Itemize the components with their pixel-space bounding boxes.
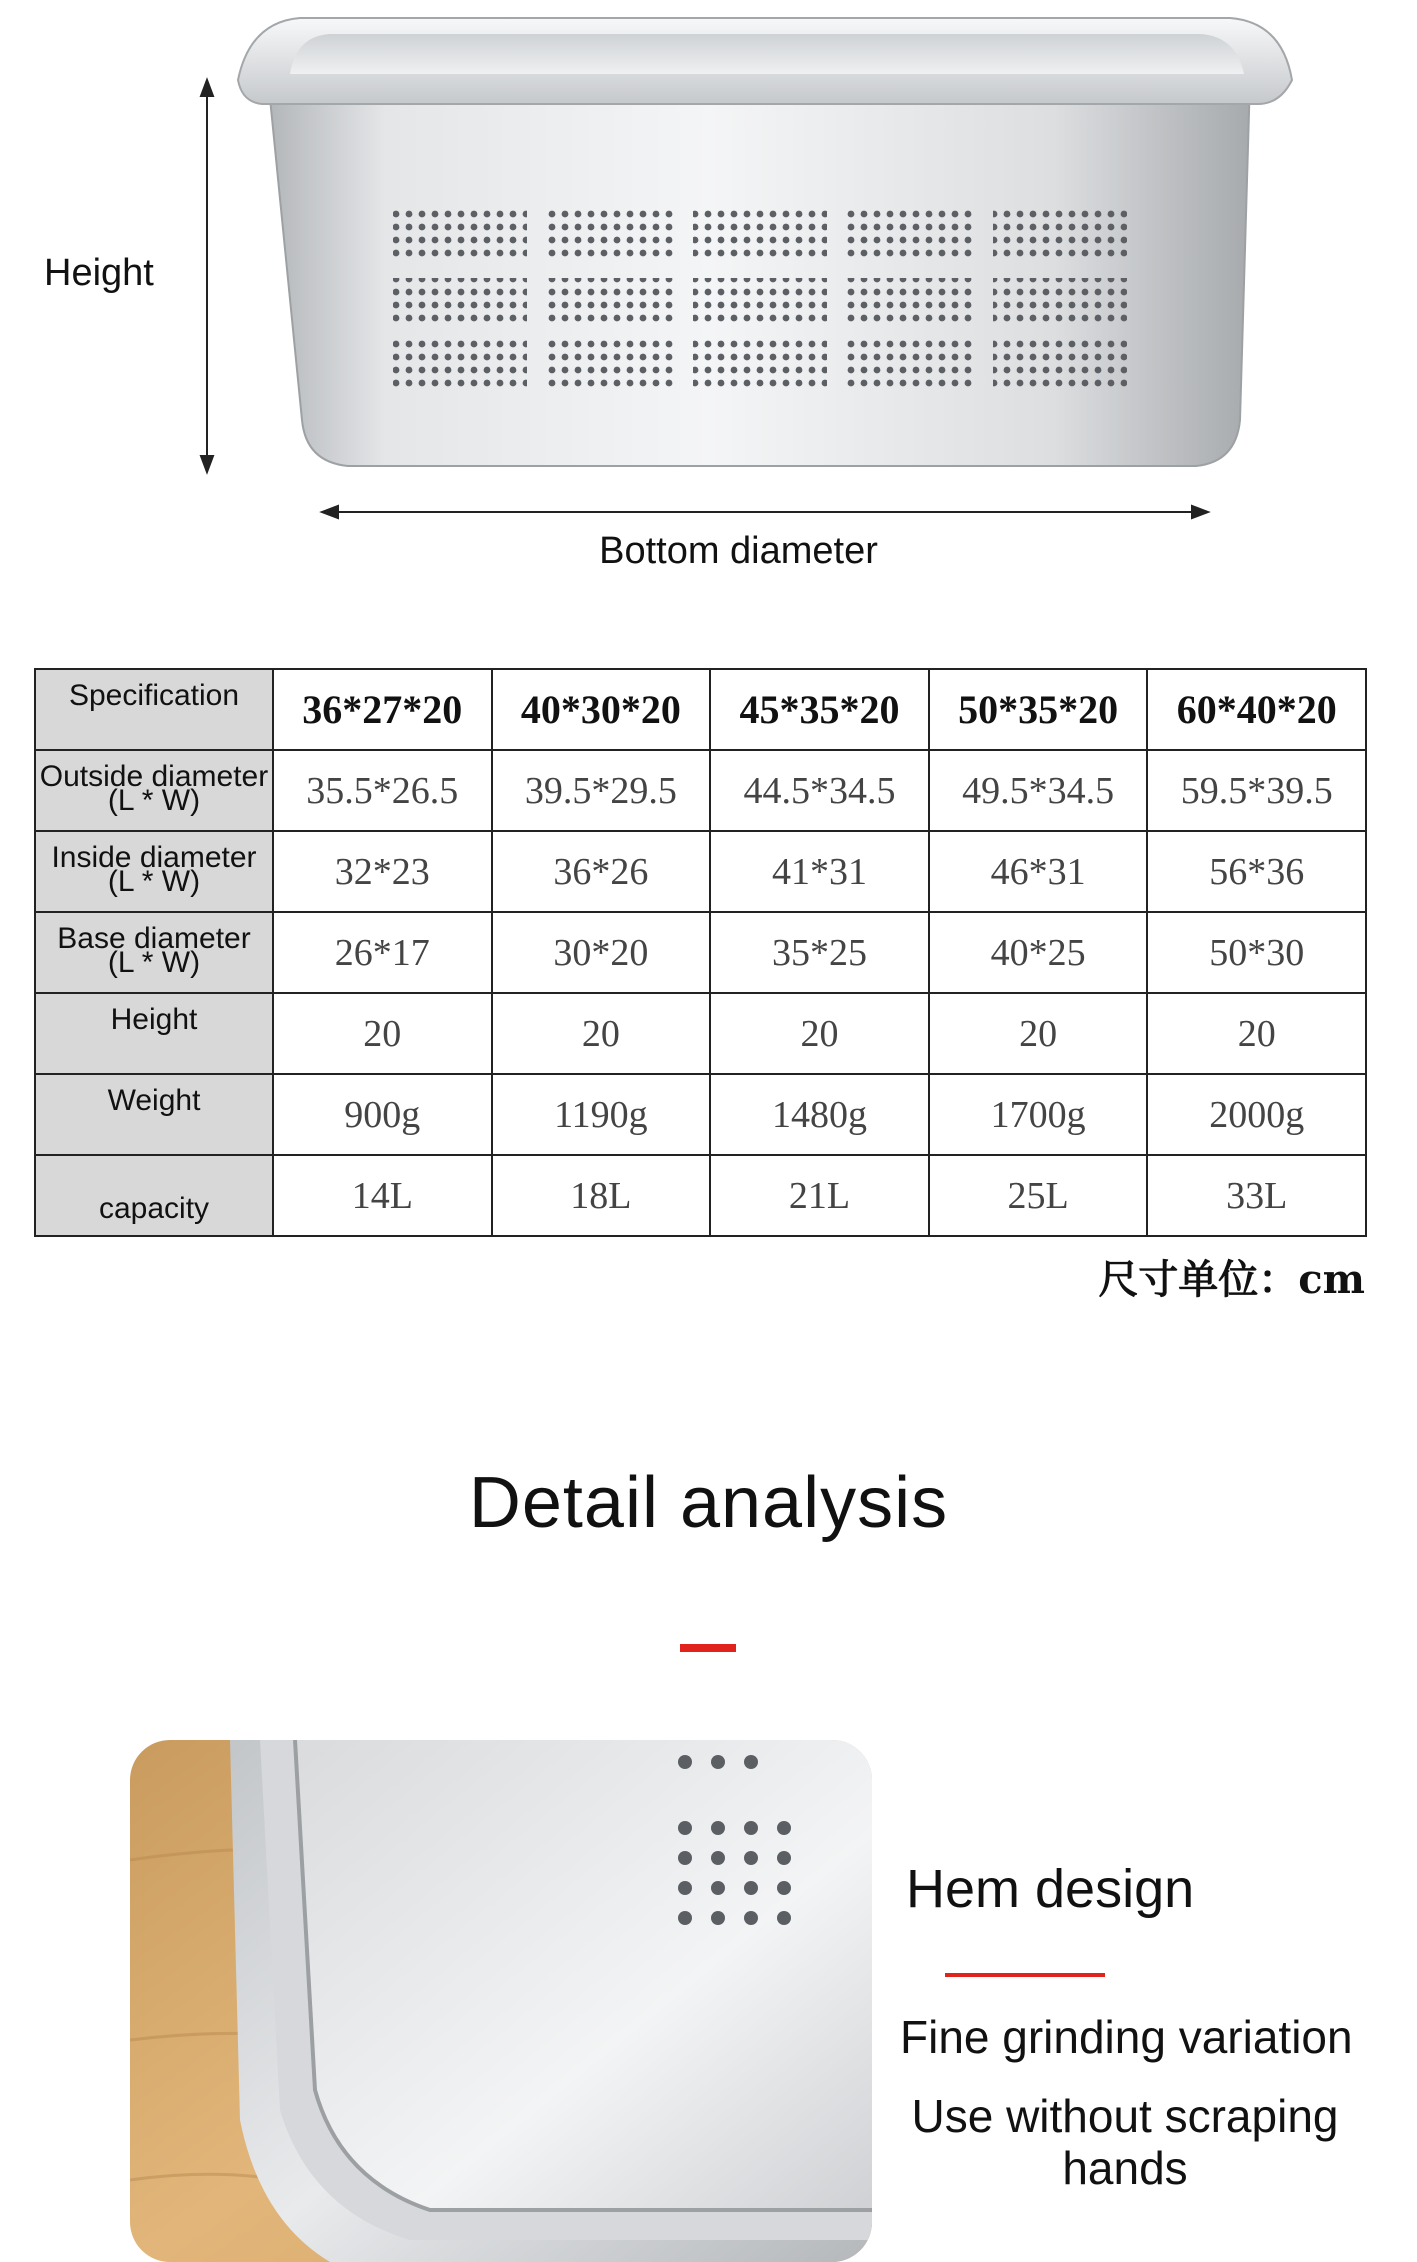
spec-size-header: 60*40*20: [1147, 669, 1366, 750]
feature-text-no-scrape: Use without scraping hands: [911, 2090, 1339, 2194]
spec-size-header: 45*35*20: [710, 669, 929, 750]
table-cell: 25L: [929, 1155, 1148, 1236]
table-cell: 20: [929, 993, 1148, 1074]
table-cell: 39.5*29.5: [492, 750, 711, 831]
title-accent-bar: [680, 1644, 736, 1652]
row-label: Height: [35, 993, 273, 1074]
row-label: Base diameter (L * W): [35, 912, 273, 993]
table-cell: 35*25: [710, 912, 929, 993]
spec-size-header: 50*35*20: [929, 669, 1148, 750]
hem-closeup-photo: [130, 1740, 872, 2262]
table-row: [35, 1074, 1366, 1155]
height-dimension-label: Height: [44, 252, 154, 294]
table-cell: 59.5*39.5: [1147, 750, 1366, 831]
table-cell: 21L: [710, 1155, 929, 1236]
row-label: Weight: [35, 1074, 273, 1155]
table-cell: 40*25: [929, 912, 1148, 993]
specification-table: [34, 668, 1367, 1237]
table-cell: 46*31: [929, 831, 1148, 912]
table-cell: 2000g: [1147, 1074, 1366, 1155]
table-row: [35, 993, 1366, 1074]
table-header-label: Specification: [35, 669, 273, 750]
table-row: [35, 750, 1366, 831]
bottom-diameter-label: Bottom diameter: [599, 530, 878, 572]
table-row: [35, 912, 1366, 993]
table-cell: 900g: [273, 1074, 492, 1155]
hem-accent-line: [945, 1973, 1105, 1977]
table-cell: 1700g: [929, 1074, 1148, 1155]
product-basin-illustration: [0, 0, 1417, 600]
table-cell: 26*17: [273, 912, 492, 993]
table-cell: 56*36: [1147, 831, 1366, 912]
table-cell: 35.5*26.5: [273, 750, 492, 831]
table-row: [35, 831, 1366, 912]
table-cell: 18L: [492, 1155, 711, 1236]
table-cell: 20: [492, 993, 711, 1074]
section-title: Detail analysis: [468, 1463, 949, 1543]
row-label: capacity: [35, 1155, 273, 1236]
table-cell: 1480g: [710, 1074, 929, 1155]
table-cell: 20: [273, 993, 492, 1074]
table-cell: 49.5*34.5: [929, 750, 1148, 831]
table-header-row: [35, 669, 1366, 750]
hem-design-title: Hem design: [906, 1859, 1195, 1919]
table-cell: 33L: [1147, 1155, 1366, 1236]
table-cell: 44.5*34.5: [710, 750, 929, 831]
table-cell: 20: [710, 993, 929, 1074]
table-cell: 36*26: [492, 831, 711, 912]
perforation-holes: [393, 210, 1127, 390]
table-cell: 30*20: [492, 912, 711, 993]
spec-size-header: 36*27*20: [273, 669, 492, 750]
table-cell: 50*30: [1147, 912, 1366, 993]
bottom-diameter-arrow: [322, 506, 1208, 518]
table-row: [35, 1155, 1366, 1236]
unit-note: 尺寸单位：cm: [1098, 1256, 1365, 1303]
height-arrow: [201, 80, 213, 472]
table-cell: 41*31: [710, 831, 929, 912]
feature-text-grinding: Fine grinding variation: [900, 2011, 1353, 2063]
row-label: Inside diameter (L * W): [35, 831, 273, 912]
table-cell: 14L: [273, 1155, 492, 1236]
row-label: Outside diameter (L * W): [35, 750, 273, 831]
table-cell: 20: [1147, 993, 1366, 1074]
table-cell: 32*23: [273, 831, 492, 912]
table-cell: 1190g: [492, 1074, 711, 1155]
spec-size-header: 40*30*20: [492, 669, 711, 750]
